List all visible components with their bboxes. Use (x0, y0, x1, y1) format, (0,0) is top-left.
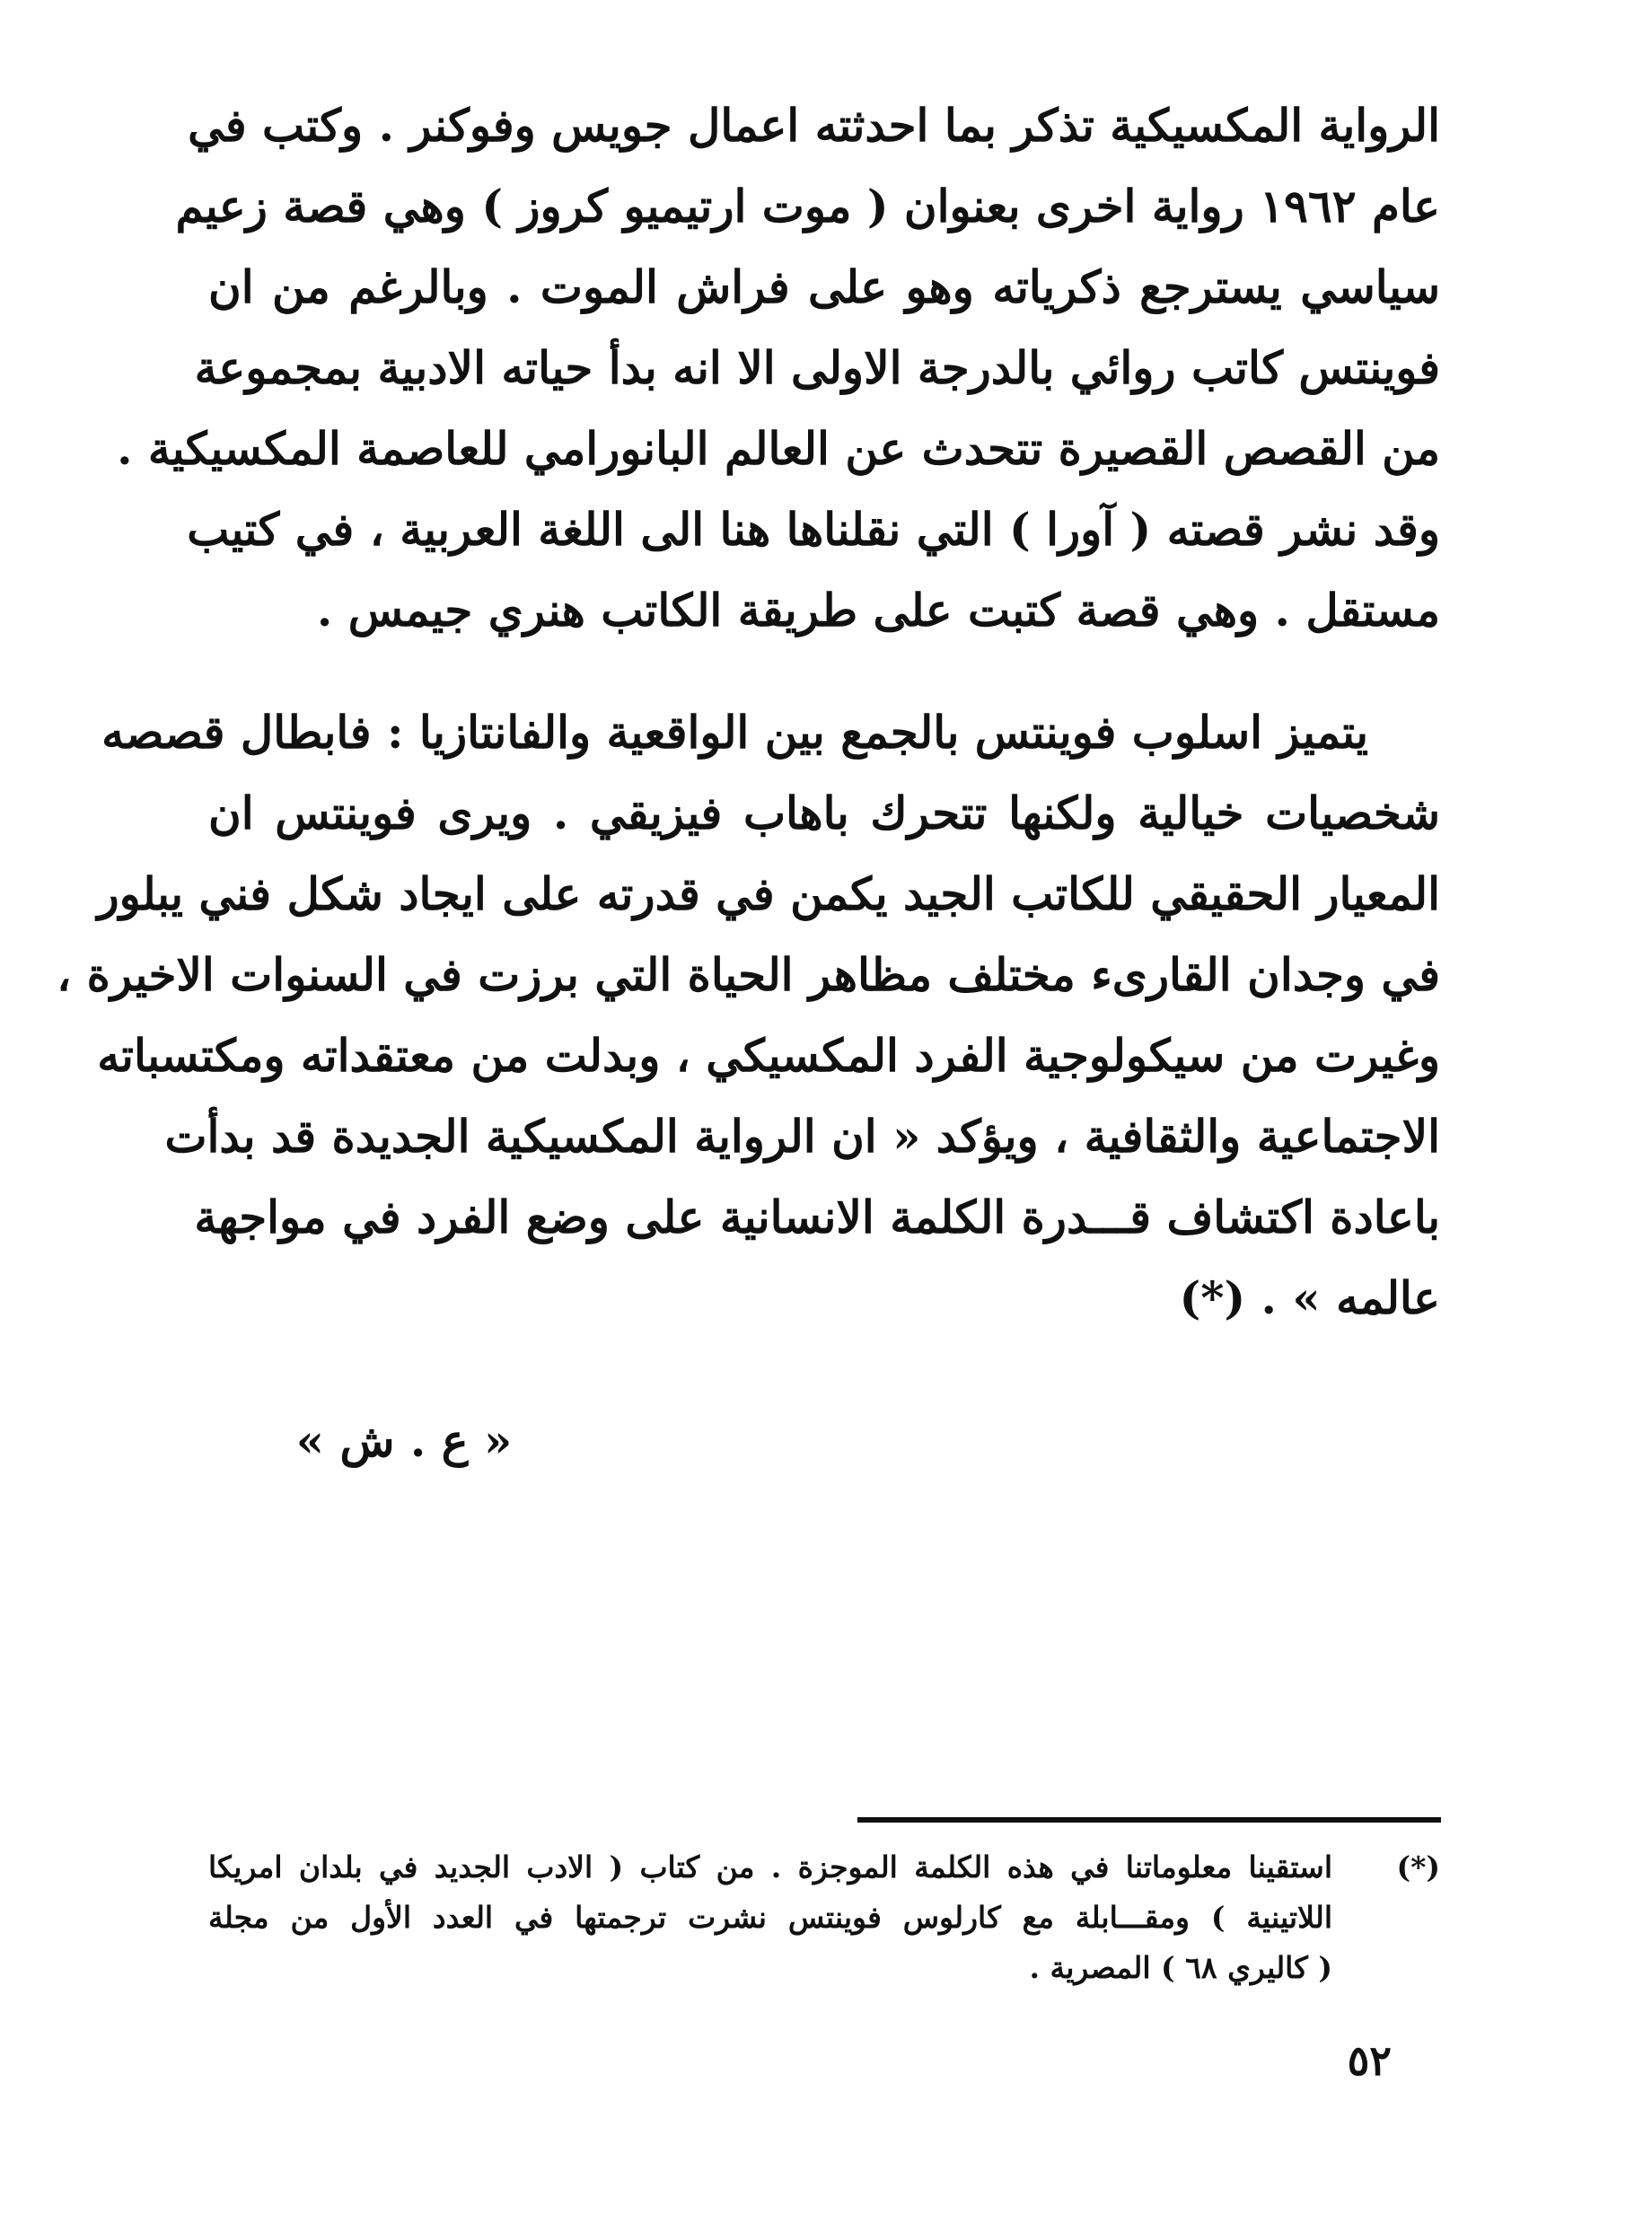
paragraph-gap (208, 651, 1440, 692)
text-line: عالمه » . (*) (1179, 1271, 1440, 1324)
text-line: وقد نشر قصته ( آورا ) التي نقلناها هنا الى اللغة العربية ، في كتيب (187, 503, 1440, 556)
text-line: الرواية المكسيكية تذكر بما احدثته اعمال جويس وفوكنر . وكتب في (188, 99, 1440, 152)
text-line: مستقل . وهي قصة كتبت على طريقة الكاتب هنري جيمس . (316, 584, 1440, 637)
text-line: عام ١٩٦٢ رواية اخرى بعنوان ( موت ارتيميو كروز ) وهي قصة زعيم (175, 180, 1440, 233)
text-line: في وجدان القارىء مختلف مظاهر الحياة التي برزت في السنوات الاخيرة ، (57, 948, 1440, 1001)
text-line: يتميز اسلوب فوينتس بالجمع بين الواقعية والفانتازيا : فابطال قصصه (101, 706, 1368, 759)
footnote-line: استقينا معلوماتنا في هذه الكلمة الموجزة . من كتاب ( الادب الجديد في بلدان امريكا (208, 1850, 1332, 1885)
text-line: المعيار الحقيقي للكاتب الجيد يكمن في قدرته على ايجاد شكل فني يبلور (97, 867, 1440, 920)
author-initials: « ع . ش » (295, 1414, 513, 1467)
paragraph-1 (117, 85, 1440, 651)
text-line: وغيرت من سيكولوجية الفرد المكسيكي ، وبدلت من معتقداته ومكتسباته (97, 1029, 1440, 1082)
text-line: سياسي يسترجع ذكرياته وهو على فراش الموت . وبالرغم من ان (208, 260, 1440, 313)
page-number: ٥٢ (1347, 2036, 1392, 2085)
footnote-marker: (*) (1396, 1850, 1440, 1885)
text-line: شخصيات خيالية ولكنها تتحرك باهاب فيزيقي . ويرى فوينتس ان (208, 786, 1440, 839)
footnote (208, 1842, 1440, 1993)
body-text (57, 85, 1440, 1339)
footnote-line: اللاتينية ) ومقـــابلة مع كارلوس فوينتس نشرت ترجمتها في العدد الأول من مجلة (208, 1900, 1332, 1935)
footnote-divider (857, 1817, 1441, 1823)
paragraph-2 (57, 692, 1440, 1339)
text-line: فوينتس كاتب روائي بالدرجة الاولى الا انه بدأ حياته الادبية بمجموعة (194, 341, 1440, 394)
text-line: من القصص القصيرة تتحدث عن العالم البانورامي للعاصمة المكسيكية . (117, 422, 1440, 475)
text-line: باعادة اكتشاف قـــدرة الكلمة الانسانية على وضع الفرد في مواجهة (194, 1191, 1440, 1243)
footnote-line: ( كاليري ٦٨ ) المصرية . (1029, 1950, 1332, 1985)
text-line: الاجتماعية والثقافية ، ويؤكد « ان الرواية المكسيكية الجديدة قد بدأت (164, 1110, 1440, 1163)
